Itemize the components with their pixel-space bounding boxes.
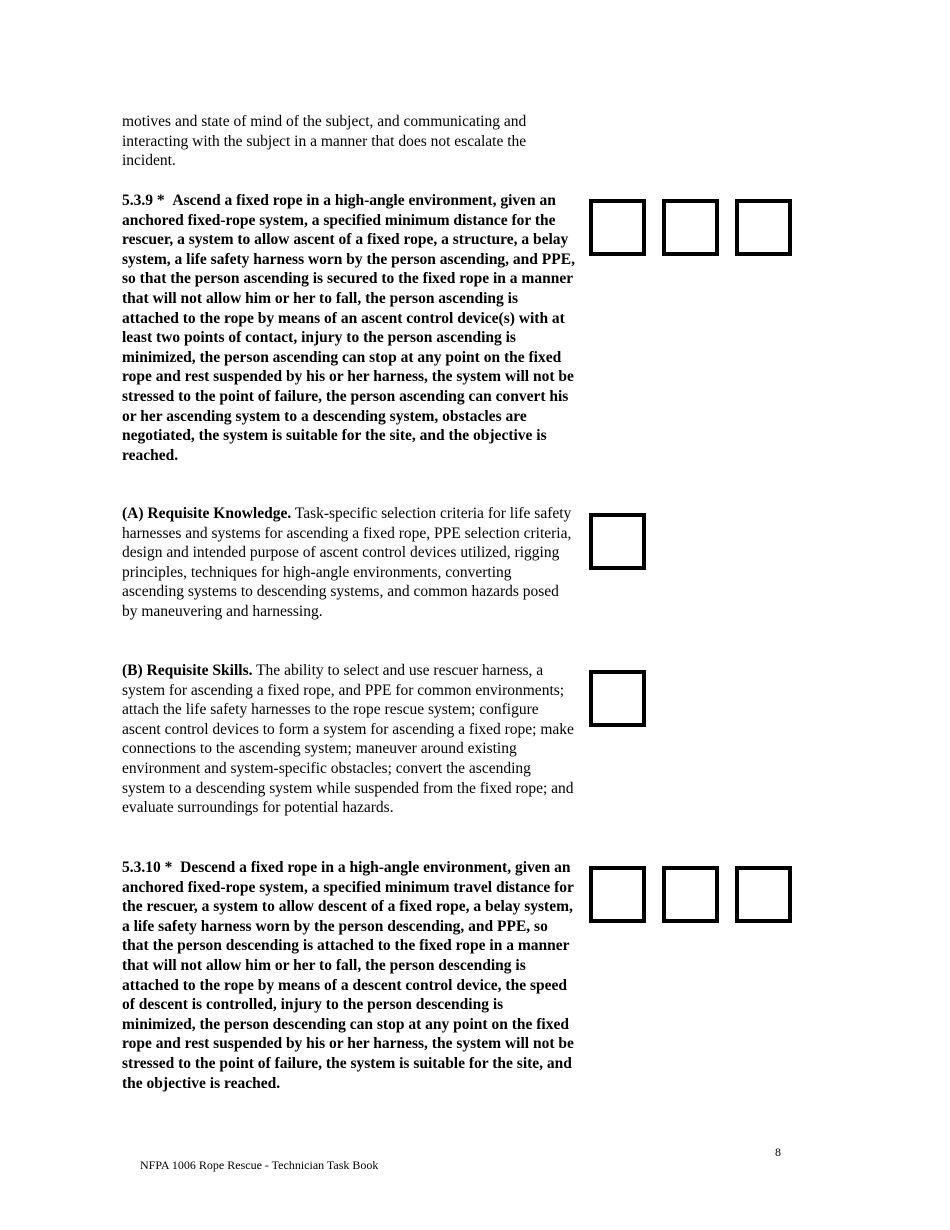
signoff-box-skills[interactable] <box>589 670 646 727</box>
signoff-box-3[interactable] <box>735 199 792 256</box>
section-5-3-10 <box>122 858 577 1093</box>
intro-paragraph <box>122 112 577 171</box>
signoff-box-3[interactable] <box>735 866 792 923</box>
requisite-skills <box>122 661 577 818</box>
requisite-skills-text: The ability to select and use rescuer harness, a system for ascending a fixed rope, and PPE for common environments; attach the life safety harnesses to the rope rescue system; configure ascent control devices to form a system for ascending a fixed rope; make connections to the ascending system; maneuver around existing environment and system-specific obstacles; convert the ascending system to a descending system while suspended from the fixed rope; and evaluate surroundings for potential hazards. <box>122 662 574 817</box>
requisite-knowledge <box>122 504 577 622</box>
requisite-skills-label: (B) Requisite Skills. <box>122 662 253 679</box>
intro-text: motives and state of mind of the subject, and communicating and interacting with the subject in a manner that does not escalate the incident. <box>122 113 527 170</box>
requisite-knowledge-signoff-boxes <box>589 513 646 570</box>
signoff-box-1[interactable] <box>589 866 646 923</box>
signoff-box-2[interactable] <box>662 866 719 923</box>
section-5-3-10-heading: 5.3.10 * <box>122 859 173 876</box>
section-5-3-9-text: Ascend a fixed rope in a high-angle environment, given an anchored fixed-rope system, a specified minimum distance for the rescuer, a system to allow ascent of a fixed rope, a structure, a belay system, a life safety harness worn by the person ascending, and PPE, so that the person ascending is secured to the fixed rope in a manner that will not allow him or her to fall, the person ascending is attached to the rope by means of an ascent control device(s) with at least two points of contact, injury to the person ascending is minimized, the person ascending can stop at any point on the fixed rope and rest suspended by his or her harness, the system will not be stressed to the point of failure, the person ascending can convert his or her ascending system to a descending system, obstacles are negotiated, the system is suitable for the site, and the objective is reached. <box>122 192 575 464</box>
signoff-box-knowledge[interactable] <box>589 513 646 570</box>
requisite-knowledge-text: Task-specific selection criteria for life safety harnesses and systems for ascending a fixed rope, PPE selection criteria, design and intended purpose of ascent control devices utilized, rigging principles, techniques for high-angle environments, converting ascending systems to descending systems, and common hazards posed by maneuvering and harnessing. <box>122 505 572 620</box>
section-5-3-9-heading: 5.3.9 * <box>122 192 165 209</box>
section-5-3-9-signoff-boxes <box>589 199 792 256</box>
section-5-3-10-signoff-boxes <box>589 866 792 923</box>
signoff-box-1[interactable] <box>589 199 646 256</box>
section-5-3-9 <box>122 191 577 465</box>
requisite-skills-signoff-boxes <box>589 670 646 727</box>
page-number: 8 <box>775 1145 781 1159</box>
section-5-3-10-text: Descend a fixed rope in a high-angle environment, given an anchored fixed-rope system, a specified minimum travel distance for the rescuer, a system to allow descent of a fixed rope, a belay system, a life safety harness worn by the person descending, and PPE, so that the person descending is attached to the fixed rope in a manner that will not allow him or her to fall, the person descending is attached to the rope by means of a descent control device, the speed of descent is controlled, injury to the person descending is minimized, the person descending can stop at any point on the fixed rope and rest suspended by his or her harness, the system will not be stressed to the point of failure, the system is suitable for the site, and the objective is reached. <box>122 859 574 1092</box>
signoff-box-2[interactable] <box>662 199 719 256</box>
footer-title: NFPA 1006 Rope Rescue - Technician Task Book <box>140 1158 379 1172</box>
requisite-knowledge-label: (A) Requisite Knowledge. <box>122 505 292 522</box>
